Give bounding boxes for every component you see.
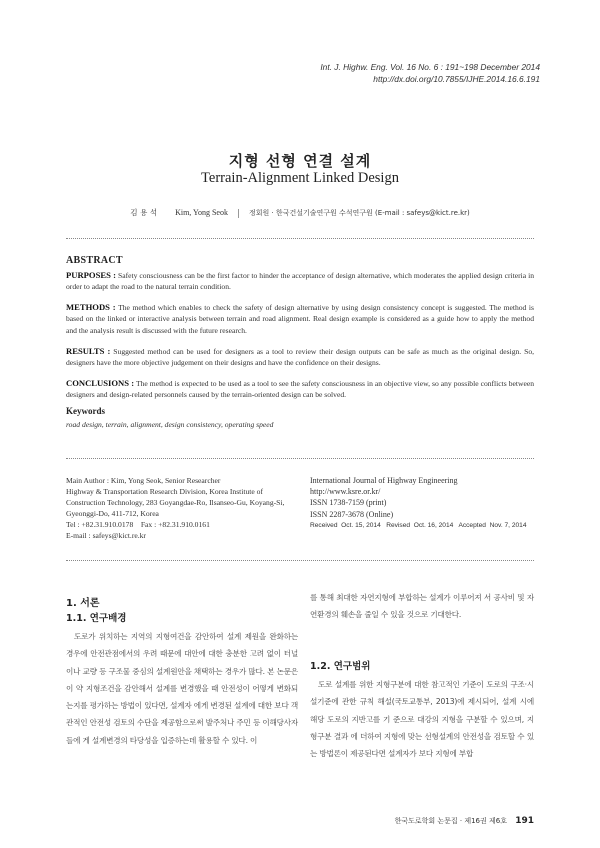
abstract-methods bbox=[66, 302, 534, 336]
purposes-text: Safety consciousness can be the first factor to hinder the acceptance of design alternative, which moderates the applied design criteria in order to adapt the road to the natural terrain condition. bbox=[66, 271, 534, 292]
body-paragraph-2: 를 통해 최대한 자연지형에 부합하는 설계가 이루어져 서 공사비 및 자연환경의 훼손을 줄일 수 있을 것으로 기대한다. bbox=[310, 593, 534, 620]
author-affiliation: 정회원 · 한국건설기술연구원 수석연구원 (E-mail : safeys@kict.re.kr) bbox=[248, 209, 470, 217]
methods-text: The method which enables to check the safety of design alternative by using design consistency concept is suggested. The method is based on the linked or interactive analysis between terrain and road alignment. Real design example is considered as a guide how to apply the method and the analysis result is discussed with the future research. bbox=[66, 303, 534, 335]
author-line bbox=[0, 207, 600, 218]
author-name-english: Kim, Yong Seok bbox=[175, 208, 228, 217]
abstract-conclusions bbox=[66, 378, 534, 401]
journal-citation: Int. J. Highw. Eng. Vol. 16 No. 6 : 191~198 December 2014 bbox=[320, 62, 540, 72]
conclusions-text: The method is expected to be used as a tool to see the safety consciousness in an objective view, so any possible conflicts between designers and design-related personnels caused by the terrain-oriented design can be solved. bbox=[66, 379, 535, 400]
divider-bottom bbox=[66, 560, 534, 561]
section-1-2-heading: 1.2. 연구범위 bbox=[310, 661, 371, 672]
divider-top bbox=[66, 238, 534, 239]
body-paragraph-3: 도로 설계를 위한 지형구분에 대한 참고적인 기준이 도로의 구조·시설기준에 관한 규칙 해설(국토교통부, 2013)에 제시되어, 설계 시에 해당 도로의 지반고를 기 준으로 대강의 지형을 구분할 수 있으며, 지형구분 결과 에 더하여 지형에 맞는 선형설계의 안전성을 검토할 수 있는 방법론이 제공된다면 설계자가 보다 지형에 부합 bbox=[310, 680, 534, 759]
journal-info-block bbox=[310, 475, 540, 531]
divider-middle bbox=[66, 458, 534, 459]
author-divider bbox=[238, 209, 239, 218]
keywords-heading: Keywords bbox=[66, 406, 105, 416]
journal-url[interactable]: http://www.ksre.or.kr/ bbox=[310, 487, 381, 497]
keywords-text: road design, terrain, alignment, design consistency, operating speed bbox=[66, 420, 274, 429]
author-info-line: Construction Technology, 283 Goyangdae-Ro, Ilsanseo-Gu, Koyang-Si, bbox=[66, 498, 285, 507]
footer-journal: 한국도로학회 논문집 · 제16권 제6호 bbox=[394, 817, 507, 825]
abstract-results bbox=[66, 346, 534, 369]
section-1-heading: 1. 서론 bbox=[66, 598, 100, 609]
results-label: RESULTS : bbox=[66, 346, 111, 356]
page-number: 191 bbox=[515, 816, 534, 826]
conclusions-label: CONCLUSIONS : bbox=[66, 378, 135, 388]
author-info-line: Tel : +82.31.910.0178 Fax : +82.31.910.0161 bbox=[66, 520, 210, 529]
author-info-line: Gyeonggi-Do, 411-712, Korea bbox=[66, 509, 159, 518]
section-1-1-heading: 1.1. 연구배경 bbox=[66, 613, 127, 624]
author-info-block bbox=[66, 475, 298, 541]
journal-name: International Journal of Highway Engineering bbox=[310, 476, 458, 485]
title-english: Terrain-Alignment Linked Design bbox=[201, 170, 399, 186]
received-dates: Received Oct. 15, 2014 Revised Oct. 16, 2014 Accepted Nov. 7, 2014 bbox=[310, 521, 527, 529]
author-name-korean: 김 용 석 bbox=[130, 208, 158, 217]
results-text: Suggested method can be used for designers as a tool to review their design outputs can be safe as much as the original design. So, designers have the more objective judgement on their designs and have the confidence on their designs. bbox=[66, 347, 535, 368]
purposes-label: PURPOSES : bbox=[66, 270, 116, 280]
abstract-purposes bbox=[66, 270, 534, 293]
issn-print: ISSN 1738-7159 (print) bbox=[310, 498, 387, 508]
abstract-heading: ABSTRACT bbox=[66, 255, 123, 266]
page-footer bbox=[395, 816, 534, 826]
issn-online: ISSN 2287-3678 (Online) bbox=[310, 509, 394, 519]
author-info-line: Main Author : Kim, Yong Seok, Senior Researcher bbox=[66, 476, 221, 485]
doi-link[interactable]: http://dx.doi.org/10.7855/IJHE.2014.16.6.191 bbox=[373, 74, 540, 84]
methods-label: METHODS : bbox=[66, 302, 116, 312]
author-email[interactable]: E-mail : safeys@kict.re.kr bbox=[66, 531, 146, 540]
body-paragraph-1: 도로가 위치하는 지역의 지형여건을 감안하여 설계 제원을 완화하는 경우에 안전관점에서의 우려 때문에 대안에 대한 충분한 고려 없이 터널이나 교량 등 구조물 중심의 설계원안을 채택하는 경우가 많다. 본 논문은 이 약 지형조건을 감안해서 설계를 변경했을 때 안전성이 어떻게 변화되는지를 평가하는 방법이 있다면, 설계자 에게 변경된 설계에 대한 보다 객관적인 안전성 검토의 수단을 제공함으로써 발주처나 주민 등 이해당사자들에 게 설계변경의 타당성을 입증하는데 활용할 수 있다. 이 bbox=[66, 632, 298, 745]
author-info-line: Highway & Transportation Research Division, Korea Institute of bbox=[66, 487, 263, 496]
title-korean: 지형 선형 연결 설계 bbox=[228, 152, 372, 170]
